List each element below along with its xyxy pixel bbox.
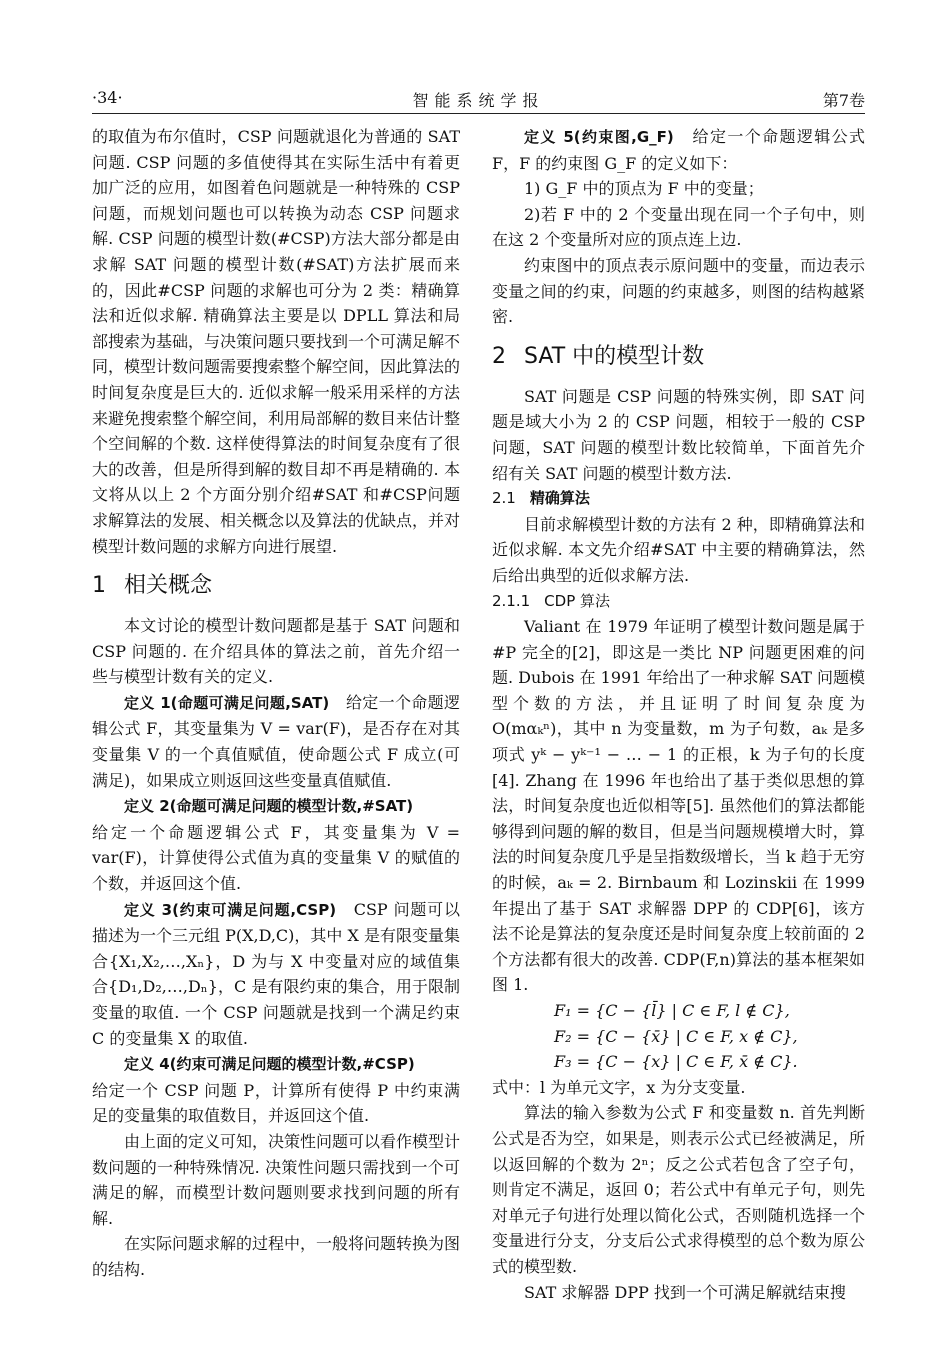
section-number: 2 xyxy=(492,343,506,369)
subsection-title: 精确算法 xyxy=(529,489,590,508)
section-title: 相关概念 xyxy=(124,573,213,599)
definition-3 xyxy=(92,897,460,1052)
definition-title: 定义 2(命题可满足问题的模型计数,#SAT) xyxy=(124,797,414,816)
section-1-heading xyxy=(92,571,460,601)
subsection-number: 2.1 xyxy=(492,489,516,508)
definition-2-title-line xyxy=(92,793,460,820)
definition-item: 2)若 F 中的 2 个变量出现在同一个子句中，则在这 2 个变量所对应的顶点连上边. xyxy=(492,204,865,250)
volume-label: 第7卷 xyxy=(822,91,865,110)
page-number: ·34· xyxy=(92,88,123,107)
subsection-2-1-heading xyxy=(492,486,865,512)
paragraph: 本文讨论的模型计数问题都是基于 SAT 问题和 CSP 问题的. 在介绍具体的算法之前，首先介绍一些与模型计数有关的定义. xyxy=(92,616,460,687)
paragraph: 目前求解模型计数的方法有 2 种，即精确算法和近似求解. 本文先介绍#SAT 中主要的精确算法，然后给出典型的近似求解方法. xyxy=(492,514,865,585)
paragraph: 算法的输入参数为公式 F 和变量数 n. 首先判断公式是否为空，如果是，则表示公式已经被满足，所以返回解的个数为 2ⁿ；反之公式若包含了空子句，则肯定不满足，返回 0；若公式中有单元子句，则先对单元子句进行处理以简化公式，否则随机选择一个变量进行分支，分支后公式求得模型的总个数为原公式的模型数. xyxy=(492,1103,865,1276)
paragraph: 由上面的定义可知，决策性问题可以看作模型计数问题的一种特殊情况. 决策性问题只需找到一个可满足的解，而模型计数问题则要求找到问题的所有解. xyxy=(92,1131,461,1228)
definition-item: 1) G_F 中的顶点为 F 中的变量； xyxy=(524,179,764,199)
running-header xyxy=(92,88,865,112)
section-title: SAT 中的模型计数 xyxy=(524,343,705,369)
definition-text: CSP 问题可以描述为一个三元组 P(X,D,C)，其中 X 是有限变量集合{X₁,X₂,…,Xₙ}，D 为与 X 中变量对应的域值集合{D₁,D₂,…,Dₙ}，C 是有限约束的集合，用于限制变量的取值. 一个 CSP 问题就是找到一个满足约束 C 的变量集 X 的取值. xyxy=(92,899,460,1048)
section-2-heading xyxy=(492,342,865,372)
subsection-2-1-1-heading xyxy=(492,589,865,615)
definition-1 xyxy=(92,690,460,793)
definition-title: 定义 5(约束图,G_F) xyxy=(524,128,674,146)
paragraph: SAT 求解器 DPP 找到一个可满足解就结束搜 xyxy=(524,1282,846,1302)
definition-text: 给定一个命题逻辑公式 F，其变量集为 V = var(F)，是否存在对其变量集 V 的一个真值赋值，使命题公式 F 成立(可满足)，如果成立则返回这些变量真值赋值. xyxy=(92,692,460,790)
paragraph: Valiant 在 1979 年证明了模型计数问题是属于#P 完全的[2]，即这是一类比 NP 问题更困难的问题. Dubois 在 1991 年给出了一种求解 SAT 问题模型个数的方法，并且证明了时间复杂度为 O(mαₖⁿ)，其中 n 为变量数，m 为子句数，aₖ 是多项式 yᵏ − yᵏ⁻¹ − … − 1 的正根，k 为子句的长度[4]. Zhang 在 1996 年也给出了基于类似思想的算法，时间复杂度也近似相等[5]. 虽然他们的算法都能够得到问题的解的数目，但是当问题规模增大时，算法的时间复杂度几乎是呈指数级增长，当 k 趋于无穷的时候，aₖ = 2. Birnbaum 和 Lozinskii 在 1999 年提出了基于 SAT 求解器 DPP 的 CDP[6]，该方法不论是算法的复杂度还是时间复杂度上较前面的 2 个方法都有很大的改善. CDP(F,n)算法的基本框架如图 1. xyxy=(492,617,865,995)
definition-title: 定义 1(命题可满足问题,SAT) xyxy=(124,693,330,712)
formula-f3: F₃ = {C − {x} | C ∈ F, x̄ ∉ C}. xyxy=(554,1052,798,1072)
journal-name: 智能系统学报 xyxy=(412,91,545,110)
left-column xyxy=(92,124,460,1283)
definition-text: 给定一个命题逻辑公式 F，其变量集为 V = var(F)，计算使得公式值为真的变量集 V 的赋值的个数，并返回这个值. xyxy=(92,822,460,894)
paragraph: SAT 问题是 CSP 问题的特殊实例，即 SAT 问题是域大小为 2 的 CSP 问题，相较于一般的 CSP 问题，SAT 问题的模型计数比较简单，下面首先介绍有关 SAT 问题的模型计数方法. xyxy=(492,386,865,483)
definition-title: 定义 3(约束可满足问题,CSP) xyxy=(124,900,337,919)
formula-f2: F₂ = {C − {x̄} | C ∈ F, x ∉ C}, xyxy=(554,1026,798,1046)
paragraph: 在实际问题求解的过程中，一般将问题转换为图的结构. xyxy=(92,1234,461,1279)
formula-f1: F₁ = {C − {l̄} | C ∈ F, l ∉ C}, xyxy=(554,1001,790,1020)
definition-5 xyxy=(492,124,865,176)
definition-title: 定义 4(约束可满足问题的模型计数,#CSP) xyxy=(124,1055,415,1074)
definition-text: 给定一个命题逻辑公式 F，F 的约束图 G_F 的定义如下： xyxy=(492,127,865,173)
header-rule xyxy=(92,113,865,114)
definition-text: 给定一个 CSP 问题 P，计算所有使得 P 中约束满足的变量集的取值数目，并返回这个值. xyxy=(92,1080,460,1126)
subsection-title: CDP 算法 xyxy=(544,591,611,610)
definition-4-title-line xyxy=(92,1051,460,1078)
section-number: 1 xyxy=(92,573,106,599)
right-column xyxy=(492,124,865,1305)
subsection-number: 2.1.1 xyxy=(492,591,531,610)
paragraph: 约束图中的顶点表示原问题中的变量，而边表示变量之间的约束，问题的约束越多，则图的结构越紧密. xyxy=(492,255,865,327)
paragraph: 的取值为布尔值时，CSP 问题就退化为普通的 SAT 问题. CSP 问题的多值使得其在实际生活中有着更加广泛的应用，如图着色问题就是一种特殊的 CSP 问题，而规划问题也可以转换为动态 CSP 问题求解. CSP 问题的模型计数(#CSP)方法大部分都是由求解 SAT 问题的模型计数(#SAT)方法扩展而来的，因此#CSP 问题的求解也可分为 2 类：精确算法和近似求解. 精确算法主要是以 DPLL 算法和局部搜索为基础，与决策问题只要找到一个可满足解不同，模型计数问题需要搜索整个解空间，因此算法的时间复杂度是巨大的. 近似求解一般采用采样的方法来避免搜索整个解空间，利用局部解的数目来估计整个空间解的个数. 这样使得算法的时间复杂度有了很大的改善，但是所得到解的数目却不再是精确的. 本文将从以上 2 个方面分别介绍#SAT 和#CSP问题求解算法的发展、相关概念以及算法的优缺点，并对模型计数问题的求解方向进行展望. xyxy=(92,127,461,556)
formula-note: 式中：l 为单元文字，x 为分支变量. xyxy=(492,1077,746,1097)
